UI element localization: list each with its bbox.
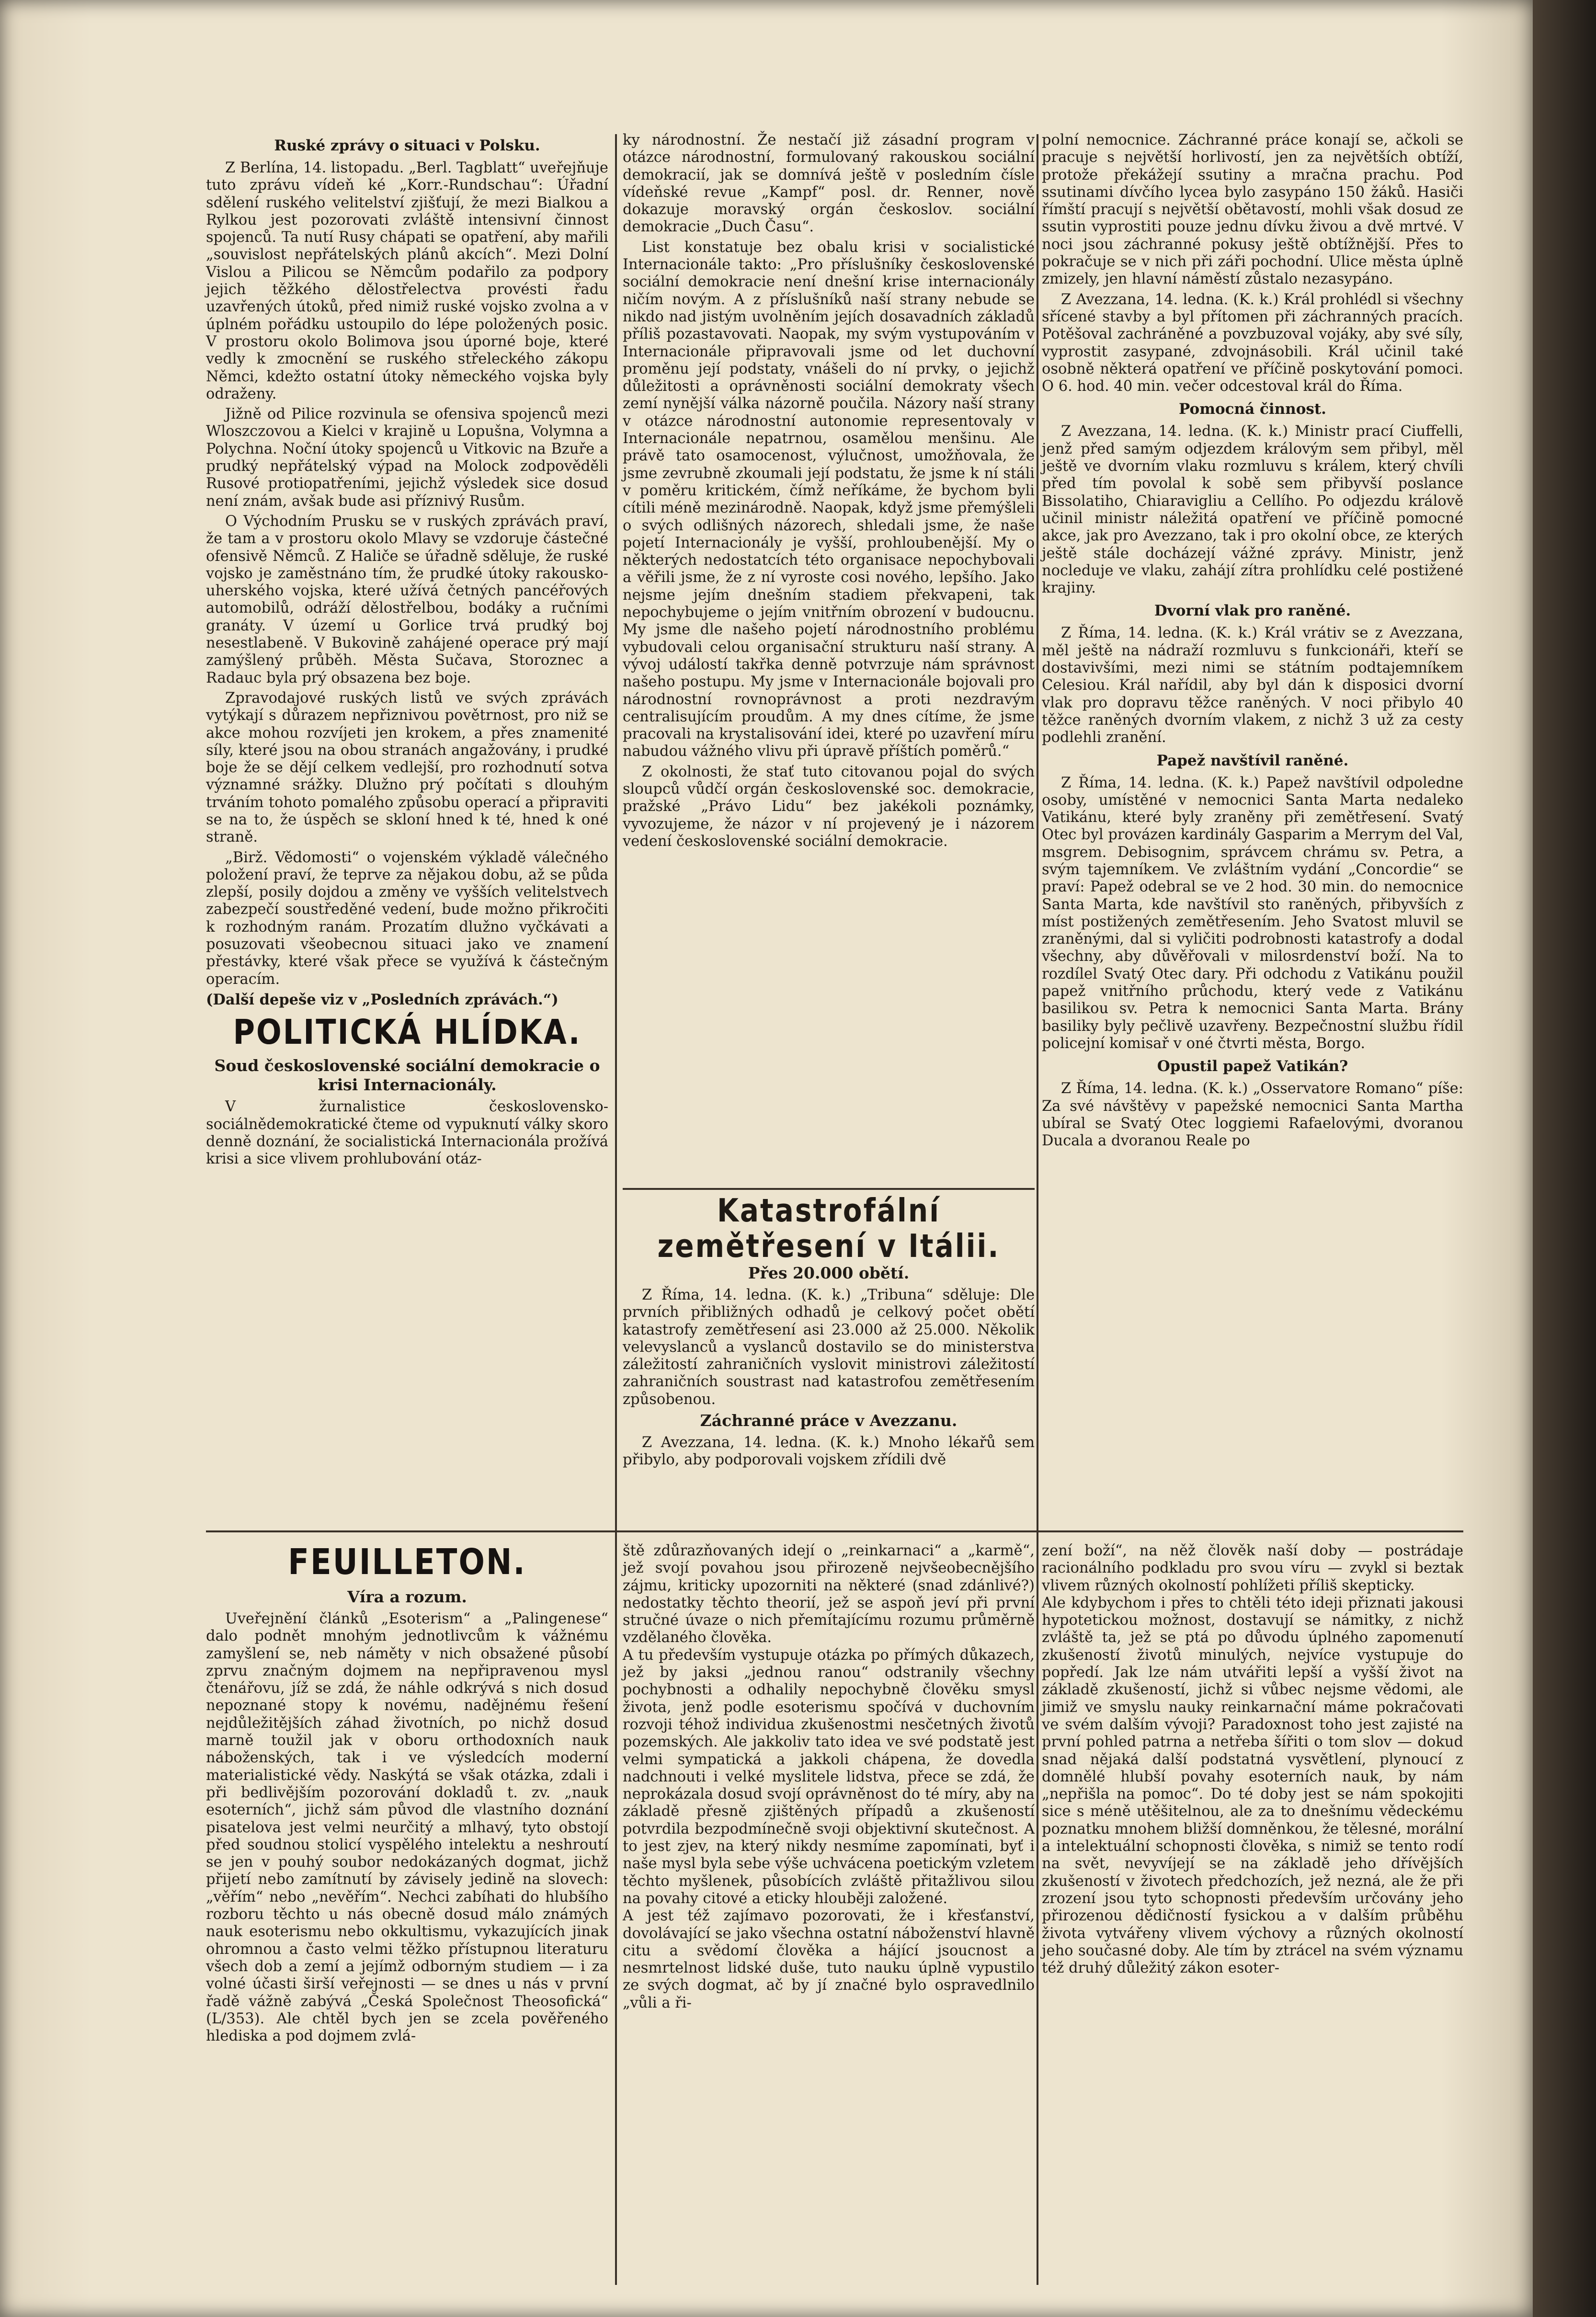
column-divider — [615, 134, 617, 2285]
paragraph: Z Avezzana, 14. ledna. (K. k.) Mnoho lékařů sem přibylo, aby podporovali vojskem zřídili dvě — [623, 1434, 1035, 1469]
earthquake-article — [623, 1193, 1035, 1523]
feuilleton-col-1 — [206, 1538, 608, 2285]
heading-pope-visit: Papež navštívil raněné. — [1156, 752, 1349, 769]
earthquake-subheading: Přes 20.000 obětí. — [748, 1264, 910, 1282]
paragraph-more-dispatches: (Další depeše viz v „Posledních zprávách.“) — [206, 991, 559, 1008]
paragraph: Z Říma, 14. ledna. (K. k.) „Tribuna“ sděluje: Dle prvních přibližných odhadů je celkový počet obětí katastrofy zemětřesení asi 23.000 až 25.000. Několik velevyslanců a vyslanců dostavilo se do ministerstva záležitostí zahraničních vyslovit ministrovi záležitostí zahraničních soustrast nad katastrofou zemětřesením způsobenou. — [623, 1287, 1035, 1408]
paragraph: Z Říma, 14. ledna. (K. k.) „Osservatore Romano“ píše: Za své návštěvy v papežské nemocnici Santa Martha ubíral se Svatý Otec loggiemi Rafaelovými, dvoranou Ducala a dvoranou Reale po — [1042, 1080, 1463, 1150]
column-2-top — [623, 132, 1035, 1078]
feuilleton-col-2 — [623, 1542, 1035, 2285]
section-banner-political-watch: POLITICKÁ HLÍDKA. — [233, 1012, 581, 1052]
paragraph: Z Říma, 14. ledna. (K. k.) Král vrátiv se z Avezzana, měl ještě na nádraží rozmluvu s funkcionáři, kteří se dostavivšími, mezi nimi se státním podtajemníkem Celesiou. Král nařídil, aby byl dán k disposici dvorní vlak pro dopravu těžce raněných. V noci přibylo 40 těžce raněných dvorním vlakem, z nichž 3 už za cesty podlehli zranění. — [1042, 625, 1463, 746]
column-3-top — [1042, 132, 1463, 1511]
paragraph: ště zdůrazňovaných idejí o „reinkarnaci“ a „karmě“, jež svojí povahou jsou přirozeně nejvšeobecnějšího zájmu, kriticky upozorniti na některé (snad zdánlivé?) nedostatky těchto theorií, jež se aspoň jeví při první stručné úvaze o nich přemítajícímu rozumu průměrně vzdělaného člověka. A tu především vystupuje otázka po přímých důkazech, jež by jaksi „jednou ranou“ odstranily všechny pochybnosti a odhalily nepochybně člověku smysl života, jenž podle esoterismu spočívá v duchovním rozvoji téhož individua zkušenostmi nesčetných životů pozemských. Ale jakkoliv tato idea ve své podstatě jest velmi sympatická a jakkoli chápena, že dovedla nadchnouti i velké myslitele lidstva, přece se zdá, že neprokázala dosud svojí oprávněnost do té míry, aby na základě přesně zjištěných případů a zkušeností potvrdila bezpodmínečně svoji objektivní skutečnost. A to jest zjev, na který nikdy nesmíme zapomínati, byť i naše mysl byla sebe výše uchvácena poetickým vzletem těchto myšlenek, působících zvláště přitažlivou silou na povahy citové a eticky hlouběji založené. A jest též zajímavo pozorovati, že i křesťanství, dovolávající se jako všechna ostatní náboženství hlavně citu a svědomí člověka a hájící jsoucnost a nesmrtelnost lidské duše, tuto nauku úplně vypustilo ze svých dogmat, ač by jí značné bylo ospravedlnilo „vůli a ři- — [623, 1542, 1035, 2011]
column-1-top — [206, 132, 608, 1168]
heading-court-train: Dvorní vlak pro raněné. — [1154, 602, 1351, 620]
paragraph: „Birž. Vědomosti“ o vojenském výkladě válečného položení praví, že teprve za nějakou dobu, až se půda zlepší, posily dojdou a změny ve vyšších velitelstvech zabezpečí soustředěné vedení, bude možno přikročiti k rozhodným ranám. Prozatím dlužno vyčkávati a posuzovati všeobecnou situaci jako ve znamení přestávky, které však přece se využívá k částečným operacím. — [206, 849, 608, 988]
paragraph: Zpravodajové ruských listů ve svých zprávách vytýkají s důrazem nepřiznivou povětrnost, pro niž se akce mohou rozvíjeti jen krokem, a přes znamenité síly, které jsou na obou stranách angažovány, i prudké boje že se dějí celkem vedlejší, pro rozhodnutí sotva významné srážky. Dlužno prý počítati s dlouhým trváním tohoto pomalého způsobu operací a připraviti se na to, že úspěch se skloní hned k té, hned k oné straně. — [206, 689, 608, 846]
paragraph: Jižně od Pilice rozvinula se ofensiva spojenců mezi Wloszczovou a Kielci v krajině u Lopušna, Volymna a Polychna. Noční útoky spojenců u Vitkovic na Bzuře a prudký nepřátelský výpad na Molock zodpověděli Rusové protiopatřeními, jejichž výsledek sice dosud není znám, avšak bude asi příznivý Rusům. — [206, 406, 608, 510]
heading-aid: Pomocná činnost. — [1179, 400, 1326, 418]
earthquake-banner: Katastrofální zemětřesení v Itálii. — [657, 1192, 1000, 1265]
heading-pope-left-vatican: Opustil papež Vatikán? — [1157, 1058, 1348, 1075]
paragraph: Z Říma, 14. ledna. (K. k.) Papež navštívil odpoledne osoby, umístěné v nemocnici Santa Marta nedaleko Vatikánu, které byly zraněny při zemětřesení. Svatý Otec byl provázen kardinály Gasparim a Merrym del Val, msgrem. Debisognim, správcem chrámu sv. Petra, a svým tajemníkem. Ve zvláštním vydání „Concordie“ se praví: Papež odebral se ve 2 hod. 30 min. do nemocnice Santa Marta, kde navštívil sto raněných, přibyvších z míst postižených zemětřesením. Jeho Svatost mluvil se zraněnými, dal si vyličiti podrobnosti katastrofy a dodal všechny, aby důvěřovali v milosrdenství boží. Na to rozdílel Svatý Otec dary. Při odchodu z Vatikánu použil papež vnitřního průchodu, který vede z Vatikánu basilikou sv. Petra k nemocnici Santa Marta. Brány basiliky byly pečlivě uzavřeny. Bezpečnostní službu řídil policejní komisař v oné čtvrti města, Borgo. — [1042, 774, 1463, 1052]
article-heading-internationale: Soud československé sociální demokracie o krisi Internacionály. — [214, 1056, 600, 1095]
feuilleton-title: Víra a rozum. — [347, 1587, 467, 1606]
feuilleton-banner: FEUILLETON. — [288, 1542, 526, 1583]
paragraph: List konstatuje bez obalu krisi v socialistické Internacionále takto: „Pro příslušníky československé sociální demokracie není dnešní krise internacionály ničím novým. A z příslušníků naší strany nebude se nikdo nad jistým uvolněním jejích dosavadních základů příliš pozastavovati. Naopak, my svým vystupováním v Internacionále připravovali jsme od let duchovní proměnu její podstaty, vnášeli do ní prvky, o jejichž důležitosti a oprávněnosti sociální demokraty všech zemí nynější válka názorně poučila. Názory naší strany v otázce národnostní autonomie representovaly v Internacionále nepatrnou, osamělou menšinu. Ale právě tato osamocenost, výlučnost, umožňovala, že jsme zevrubně zkoumali její podstatu, že jsme k ní stáli v poměru kritickém, čímž neříkáme, že bychom byli cítili méně mezinárodně. Naopak, když jsme přemýšleli o svých odlišných názorech, shledali jsme, že naše pojetí Internacionály je vyšší, prohloubenější. My o některých nedostatcích této organisace nepochybovali a věřili jsme, že z ní vyroste cosi nového, lepšího. Jako nejsme jejím dnešním stadiem překvapeni, tak nepochybujeme o jejím vnitřním obrození v budoucnu. My jsme dle našeho pojetí národnostního problému vybudovali celou organisační strukturu naší strany. A vývoj událostí takřka denně potvrzuje nám správnost našeho postupu. My jsme v Internacionále bojovali pro národnostní rovnoprávnost a proti nezdravým centralisujícím proudům. A my dnes cítíme, že jsme pracovali na krystalisování idei, které po uzavření míru nabudou vážného vlivu při úpravě příštích poměrů.“ — [623, 239, 1035, 760]
paragraph: zení boží“, na něž člověk naší doby — postrádaje racionálního podkladu pro svou víru — zvykl si beztak vlivem různých okolností pohlížeti příliš skepticky. Ale kdybychom i přes to chtěli této ideji přiznati jakousi hypotetickou možnost, dostavují se námitky, z nichž zvláště ta, jež se ptá po důvodu úplného zapomenutí zkušeností životů minulých, nejvíce vystupuje do popředí. Jak lze nám utvářiti lepší a vyšší život na základě zkušeností, jichž si vůbec nejsme vědomi, ale jimiž ve smyslu nauky reinkarnační máme pokračovati ve svém dalším vývoji? Paradoxnost toho jest zajisté na první pohled patrna a netřeba šířiti o tom slov — dokud snad nějaká další podstatná vysvětlení, plynoucí z domnělé hlubší povahy esoterních nauk, by nám „nepřišla na pomoc“. Do té doby jest se nám spokojiti sice s méně utěšitelnou, ale za to dnešnímu vědeckému poznatku mnohem bližší domněnkou, že tělesné, morální a intelektuální schopnosti člověka, s nimiž se tento rodí na svět, nevyvíjejí se na základě jeho dřívějších zkušeností v životech předchozích, jež nezná, ale že při zrození jsou tyto schopnosti především určovány jeho přirozenou dědičností fysickou a v dalším průběhu života vytvářeny vlivem výchovy a různých okolností jeho současné doby. Ale tím by ztrácel na svém významu též druhý důležitý zákon esoter- — [1042, 1542, 1463, 1977]
paragraph: O Východním Prusku se v ruských zprávách praví, že tam a v prostoru okolo Mlavy se vzdoruje částečné ofensivě Němců. Z Haliče se úřadně sděluje, že ruské vojsko je zaměstnáno tím, že prudké útoky rakousko-uherského vojska, které užívá četných pancéřových automobilů, odráží dělostřelbou, bodáky a ručními granáty. V území u Gorlice trvá prudký boj nesestlabeně. V Bukovině zahájené operace prý mají zamýšlený průběh. Města Sučava, Storoznec a Radauc byla prý obsazena bez boje. — [206, 513, 608, 686]
paragraph: Z Berlína, 14. listopadu. „Berl. Tagblatt“ uveřejňuje tuto zprávu vídeň ké „Korr.-Rundschau“: Úřadní sdělení ruského velitelství zjišťují, že mezi Bialkou a Rylkou jest pozorovati zvláště intensivní činnost spojenců. Ta nutí Rusy chápati se opatření, aby mařili „souvislost nepřátelských plánů akcích“. Mezi Dolní Vislou a Pilicou se Němcům podařilo za podpory jejich těžkého dělostřelectva provésti řadu uzavřených útoků, před nimiž ruské vojsko zvolna a v úplném pořádku ustoupilo do lépe položených posic. V prostoru okolo Bolimova jsou úporné boje, které vedly k zmocnění se ruského střeleckého zákopu Němci, kdežto ostatní útoky německého vojska byly odraženy. — [206, 160, 608, 402]
article-heading-russian-reports: Ruské zprávy o situaci v Polsku. — [274, 137, 540, 154]
paragraph: Z okolnosti, že stať tuto citovanou pojal do svých sloupců vůdčí orgán československé soc. demokracie, pražské „Právo Lidu“ bez jakékoli poznámky, vyvozujeme, že názor v ní projevený je i názorem vedení československé sociální demokracie. — [623, 763, 1035, 850]
paragraph: V žurnalistice československo-sociálnědemokratické čteme od vypuknutí války skoro denně doznání, že socialistická Internacionála prožívá krisi a sice vlivem prohlubování otáz- — [206, 1098, 608, 1168]
paragraph: Z Avezzana, 14. ledna. (K. k.) Král prohlédl si všechny sřícené stavby a byl přítomen při záchranných pracích. Potěšoval zachráněné a povzbuzoval vojáky, aby své síly, vyprostit zasypané, zdvojnásobili. Král učinil také osobně některá opatření ve příčině poskytování pomoci. O 6. hod. 40 min. večer odcestoval král do Říma. — [1042, 291, 1463, 395]
column-divider — [1037, 134, 1038, 2285]
paragraph: polní nemocnice. Záchranné práce konají se, ačkoli se pracuje s největší horlivostí, jen za největších obtíží, protože překážejí ssutiny a mračna prachu. Pod ssutinami dívčího lycea bylo zasypáno 150 žáků. Hasiči římští pracují s největší obětavostí, mohli však dosud ze ssutin vyprostiti pouze jednu dívku živou a dvě mrtvé. V noci jsou záchranné pokusy ještě obtížnější. Přes to pokračuje se v nich při záři pochodní. Ulice města úplně zmizely, jen hlavní náměstí zůstalo nezasypáno. — [1042, 132, 1463, 288]
book-spine — [1533, 0, 1596, 2317]
paragraph: ky národnostní. Že nestačí již zásadní program v otázce národnostní, formulovaný rakouskou sociální demokracií, jak se domnívá ještě v posledním čísle vídeňské revue „Kampf“ posl. dr. Renner, nově dokazuje moravský orgán českoslov. sociální demokracie „Duch Času“. — [623, 132, 1035, 236]
section-divider — [206, 1530, 1463, 1532]
feuilleton-col-3 — [1042, 1542, 1463, 2285]
article-divider — [623, 1188, 1035, 1190]
paragraph: Z Avezzana, 14. ledna. (K. k.) Ministr prací Ciuffelli, jenž před samým odjezdem královým sem přibyl, měl ještě ve dvorním vlaku rozmluvu s králem, který chvíli před tím povolal k sobě sem přibyvší poslance Bissolatiho, Chiaravigliu a Cellího. Po odjezdu králově učinil ministr náležitá opatření ve příčině pomocné akce, jak pro Avezzano, tak i pro okolní obce, ze kterých ještě stále docházejí vážné zprávy. Ministr, jenž nocleduje ve vlaku, zahájí zítra prohlídku celé postižené krajiny. — [1042, 423, 1463, 597]
paragraph: Uveřejnění článků „Esoterism“ a „Palingenese“ dalo podnět mnohým jednotlivcům k vážnému zamyšlení se, neb náměty v nich obsažené působí zprvu značným dojmem na nepřipravenou mysl čtenářovu, jíž se zdá, že náhle odkrývá s nich dosud nepoznané stopy k novému, nadějnému řešení nejdůležitějších záhad životních, po nichž dosud marně toužil jak v oboru orthodoxních nauk náboženských, tak i ve výsledcích moderní materialistické vědy. Naskýtá se však otázka, zdali i při bedlivějším pozorování dokladů t. zv. „nauk esoterních“, jichž sám původ dle vlastního doznání pisatelova jest velmi neurčitý a mlhavý, tyto obstojí před soudnou stolicí vyspělého intelektu a neshroutí se jen v pouhý soubor nedokázaných dogmat, jichž přijetí nebo zamítnutí by závisely jedině na slovech: „věřím“ nebo „nevěřím“. Nechci zabíhati do hlubšího rozboru těchto u nás obecně dosud málo známých nauk esoterismu nebo okkultismu, vykazujících jinak ohromnou a často velmi těžko přístupnou literaturu všech dob a zemí a jejímž odborným studiem — i za volné účasti širší veřejnosti — se dnes u nás v první řadě vážně zabývá „Česká Společnost Theosofická“ (L/353). Ale chtěl bych jen se zcela pověřeného hlediska a pod dojmem zvlá- — [206, 1610, 608, 2045]
rescue-heading: Záchranné práce v Avezzanu. — [700, 1411, 958, 1430]
